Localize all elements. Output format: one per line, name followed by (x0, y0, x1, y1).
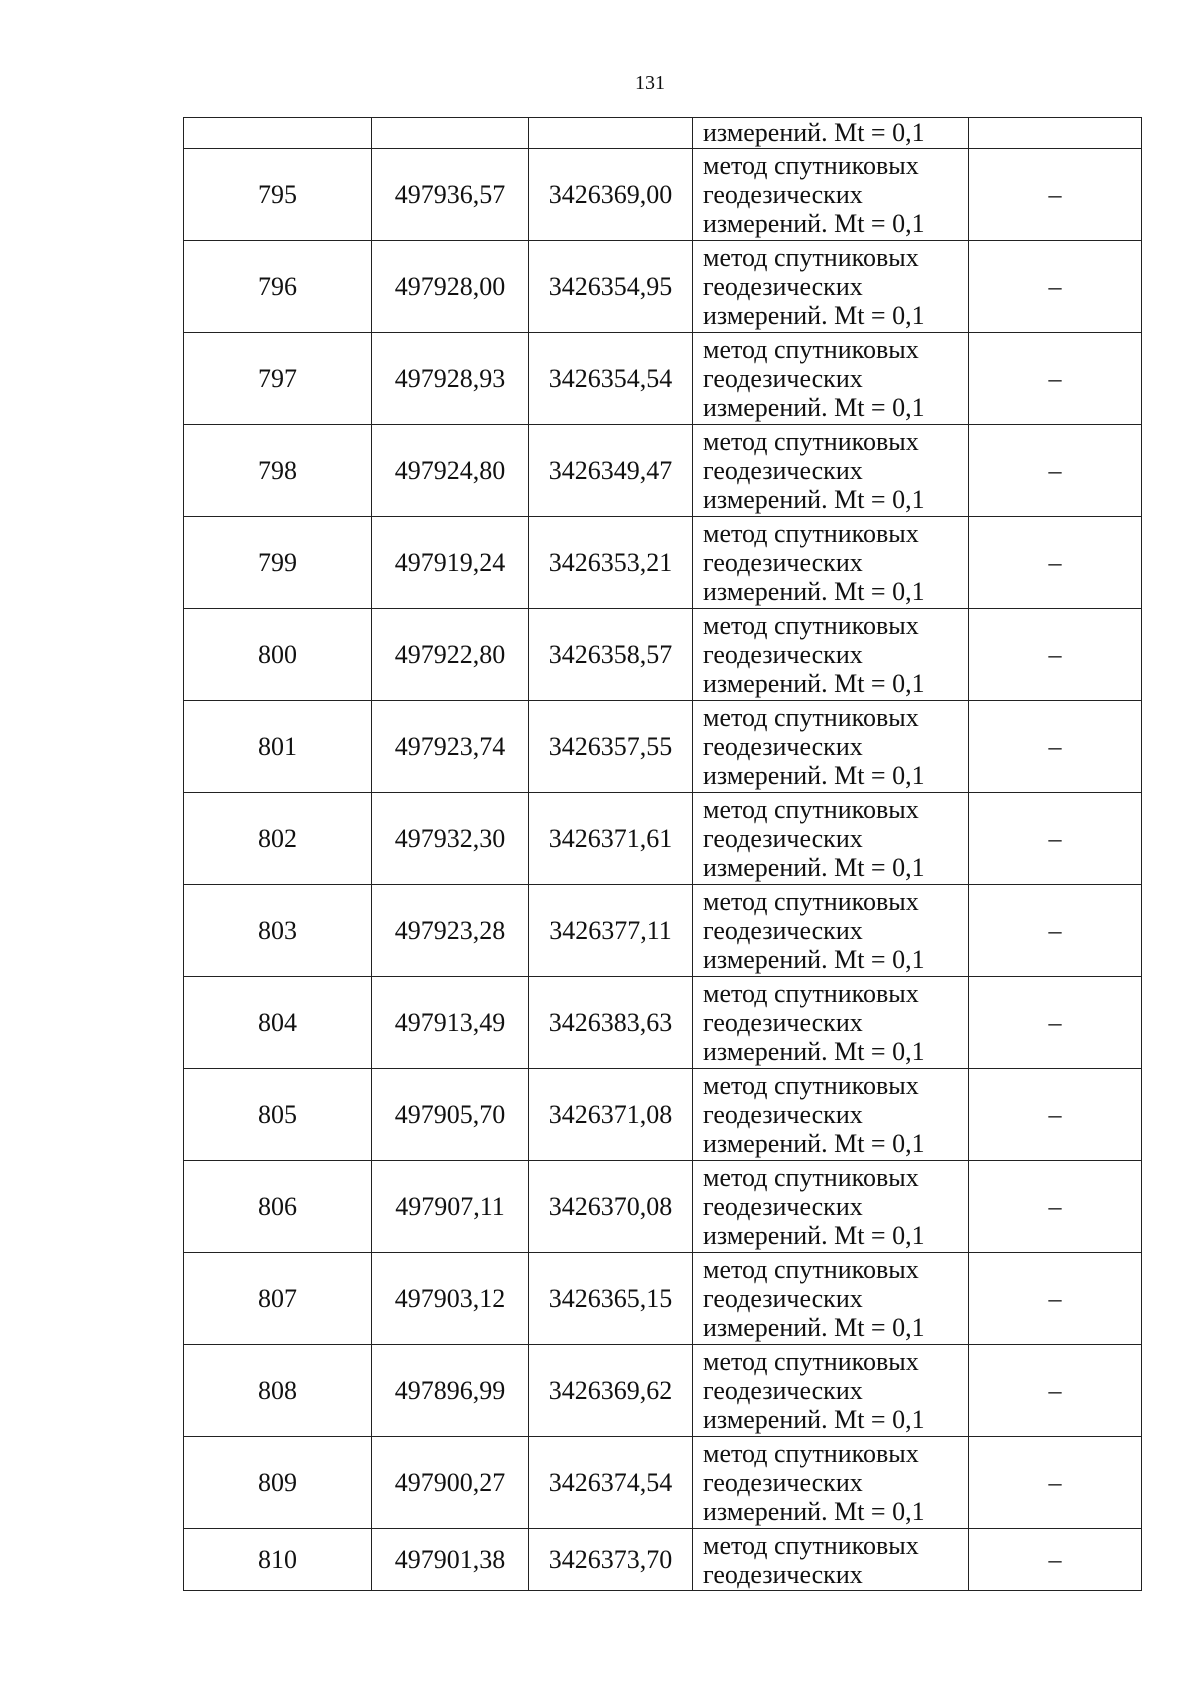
method-line: измерений. Mt = 0,1 (703, 761, 925, 790)
note-cell: – (969, 977, 1142, 1069)
table-row (184, 793, 1142, 885)
y-coordinate-cell: 3426354,95 (529, 241, 693, 333)
method-line: метод спутниковых (703, 243, 919, 272)
method-line: метод спутниковых (703, 1439, 919, 1468)
method-line: геодезических (703, 272, 863, 301)
y-coordinate-cell: 3426377,11 (529, 885, 693, 977)
method-line: геодезических (703, 548, 863, 577)
table-body (184, 118, 1142, 1591)
note-cell: – (969, 1345, 1142, 1437)
method-line: геодезических (703, 1284, 863, 1313)
table-row-continued (184, 118, 1142, 149)
method-line: метод спутниковых (703, 611, 919, 640)
method-line: метод спутниковых (703, 795, 919, 824)
note-cell: – (969, 1253, 1142, 1345)
method-line: метод спутниковых (703, 979, 919, 1008)
x-coordinate-cell: 497905,70 (372, 1069, 529, 1161)
x-coordinate-cell: 497903,12 (372, 1253, 529, 1345)
method-line: геодезических (703, 1468, 863, 1497)
y-coordinate-cell: 3426370,08 (529, 1161, 693, 1253)
method-line: геодезических (703, 640, 863, 669)
method-line: метод спутниковых (703, 1530, 919, 1560)
x-coordinate-cell: 497928,93 (372, 333, 529, 425)
table-row (184, 517, 1142, 609)
method-cell (693, 1345, 969, 1437)
method-line: геодезических (703, 1008, 863, 1037)
note-cell: – (969, 1437, 1142, 1529)
method-line: измерений. Mt = 0,1 (703, 1221, 925, 1250)
method-line: геодезических (703, 364, 863, 393)
x-coordinate-cell: 497936,57 (372, 149, 529, 241)
x-coordinate-cell: 497901,38 (372, 1529, 529, 1591)
method-line: геодезических (703, 180, 863, 209)
point-number-cell: 798 (184, 425, 372, 517)
coordinates-table (183, 117, 1142, 1591)
method-line: измерений. Mt = 0,1 (703, 1497, 925, 1526)
point-cell (184, 118, 372, 149)
table-row (184, 609, 1142, 701)
point-number-cell: 808 (184, 1345, 372, 1437)
y-coordinate-cell: 3426357,55 (529, 701, 693, 793)
method-line: измерений. Mt = 0,1 (703, 577, 925, 606)
point-number-cell: 810 (184, 1529, 372, 1591)
table-row (184, 1069, 1142, 1161)
note-cell: – (969, 1069, 1142, 1161)
point-number-cell: 809 (184, 1437, 372, 1529)
method-line: измерений. Mt = 0,1 (703, 485, 925, 514)
y-coordinate-cell: 3426374,54 (529, 1437, 693, 1529)
y-coordinate-cell: 3426373,70 (529, 1529, 693, 1591)
x-coordinate-cell: 497924,80 (372, 425, 529, 517)
y-coordinate-cell: 3426358,57 (529, 609, 693, 701)
method-line: метод спутниковых (703, 335, 919, 364)
method-line: метод спутниковых (703, 151, 919, 180)
method-cell (693, 793, 969, 885)
y-cell (529, 118, 693, 149)
y-coordinate-cell: 3426353,21 (529, 517, 693, 609)
method-line: метод спутниковых (703, 519, 919, 548)
method-cell (693, 701, 969, 793)
point-number-cell: 805 (184, 1069, 372, 1161)
method-cell (693, 1161, 969, 1253)
point-number-cell: 795 (184, 149, 372, 241)
table-row (184, 977, 1142, 1069)
method-line: измерений. Mt = 0,1 (703, 393, 925, 422)
method-line: метод спутниковых (703, 1255, 919, 1284)
method-line: геодезических (703, 1192, 863, 1221)
method-cell (693, 517, 969, 609)
method-line: измерений. Mt = 0,1 (703, 853, 925, 882)
method-line: геодезических (703, 916, 863, 945)
method-line: измерений. Mt = 0,1 (703, 1037, 925, 1066)
note-cell: – (969, 425, 1142, 517)
method-line: измерений. Mt = 0,1 (703, 118, 925, 147)
method-line: геодезических (703, 732, 863, 761)
table-row (184, 1437, 1142, 1529)
method-cell (693, 425, 969, 517)
method-line: метод спутниковых (703, 427, 919, 456)
table-row (184, 425, 1142, 517)
point-number-cell: 801 (184, 701, 372, 793)
method-cell (693, 1437, 969, 1529)
point-number-cell: 806 (184, 1161, 372, 1253)
note-cell: – (969, 793, 1142, 885)
method-line: измерений. Mt = 0,1 (703, 301, 925, 330)
method-cell (693, 885, 969, 977)
page-number: 131 (635, 72, 665, 94)
note-cell: – (969, 885, 1142, 977)
method-cell (693, 149, 969, 241)
method-line: измерений. Mt = 0,1 (703, 669, 925, 698)
table-row (184, 1161, 1142, 1253)
y-coordinate-cell: 3426383,63 (529, 977, 693, 1069)
method-cell (693, 609, 969, 701)
point-number-cell: 807 (184, 1253, 372, 1345)
note-cell (969, 118, 1142, 149)
method-cell (693, 977, 969, 1069)
x-coordinate-cell: 497907,11 (372, 1161, 529, 1253)
x-coordinate-cell: 497932,30 (372, 793, 529, 885)
note-cell: – (969, 1529, 1142, 1591)
point-number-cell: 797 (184, 333, 372, 425)
method-line: измерений. Mt = 0,1 (703, 1405, 925, 1434)
method-cell (693, 1253, 969, 1345)
y-coordinate-cell: 3426371,61 (529, 793, 693, 885)
method-line: метод спутниковых (703, 1163, 919, 1192)
point-number-cell: 802 (184, 793, 372, 885)
method-cell (693, 241, 969, 333)
point-number-cell: 796 (184, 241, 372, 333)
table-row (184, 149, 1142, 241)
y-coordinate-cell: 3426354,54 (529, 333, 693, 425)
note-cell: – (969, 241, 1142, 333)
table-row (184, 1529, 1142, 1591)
x-coordinate-cell: 497900,27 (372, 1437, 529, 1529)
note-cell: – (969, 609, 1142, 701)
method-line: измерений. Mt = 0,1 (703, 1313, 925, 1342)
table-row (184, 1253, 1142, 1345)
method-line: метод спутниковых (703, 703, 919, 732)
method-line: геодезических (703, 1376, 863, 1405)
method-cell (693, 333, 969, 425)
table-row (184, 333, 1142, 425)
note-cell: – (969, 701, 1142, 793)
method-line: метод спутниковых (703, 1347, 919, 1376)
note-cell: – (969, 517, 1142, 609)
x-coordinate-cell: 497919,24 (372, 517, 529, 609)
y-coordinate-cell: 3426369,62 (529, 1345, 693, 1437)
table-row (184, 701, 1142, 793)
x-coordinate-cell: 497913,49 (372, 977, 529, 1069)
method-cell (693, 118, 969, 149)
y-coordinate-cell: 3426349,47 (529, 425, 693, 517)
x-coordinate-cell: 497923,74 (372, 701, 529, 793)
note-cell: – (969, 149, 1142, 241)
x-coordinate-cell: 497896,99 (372, 1345, 529, 1437)
method-line: геодезических (703, 1100, 863, 1129)
x-coordinate-cell: 497922,80 (372, 609, 529, 701)
table-row (184, 885, 1142, 977)
note-cell: – (969, 1161, 1142, 1253)
table-row (184, 1345, 1142, 1437)
point-number-cell: 804 (184, 977, 372, 1069)
point-number-cell: 799 (184, 517, 372, 609)
note-cell: – (969, 333, 1142, 425)
method-cell (693, 1069, 969, 1161)
method-line: метод спутниковых (703, 1071, 919, 1100)
method-line: геодезических (703, 824, 863, 853)
method-line: геодезических (703, 1559, 863, 1589)
y-coordinate-cell: 3426365,15 (529, 1253, 693, 1345)
x-coordinate-cell: 497923,28 (372, 885, 529, 977)
method-line: геодезических (703, 456, 863, 485)
method-line: измерений. Mt = 0,1 (703, 209, 925, 238)
x-coordinate-cell: 497928,00 (372, 241, 529, 333)
point-number-cell: 800 (184, 609, 372, 701)
method-line: измерений. Mt = 0,1 (703, 945, 925, 974)
point-number-cell: 803 (184, 885, 372, 977)
y-coordinate-cell: 3426369,00 (529, 149, 693, 241)
x-cell (372, 118, 529, 149)
y-coordinate-cell: 3426371,08 (529, 1069, 693, 1161)
method-cell (693, 1529, 969, 1591)
table-row (184, 241, 1142, 333)
method-line: метод спутниковых (703, 887, 919, 916)
method-line: измерений. Mt = 0,1 (703, 1129, 925, 1158)
